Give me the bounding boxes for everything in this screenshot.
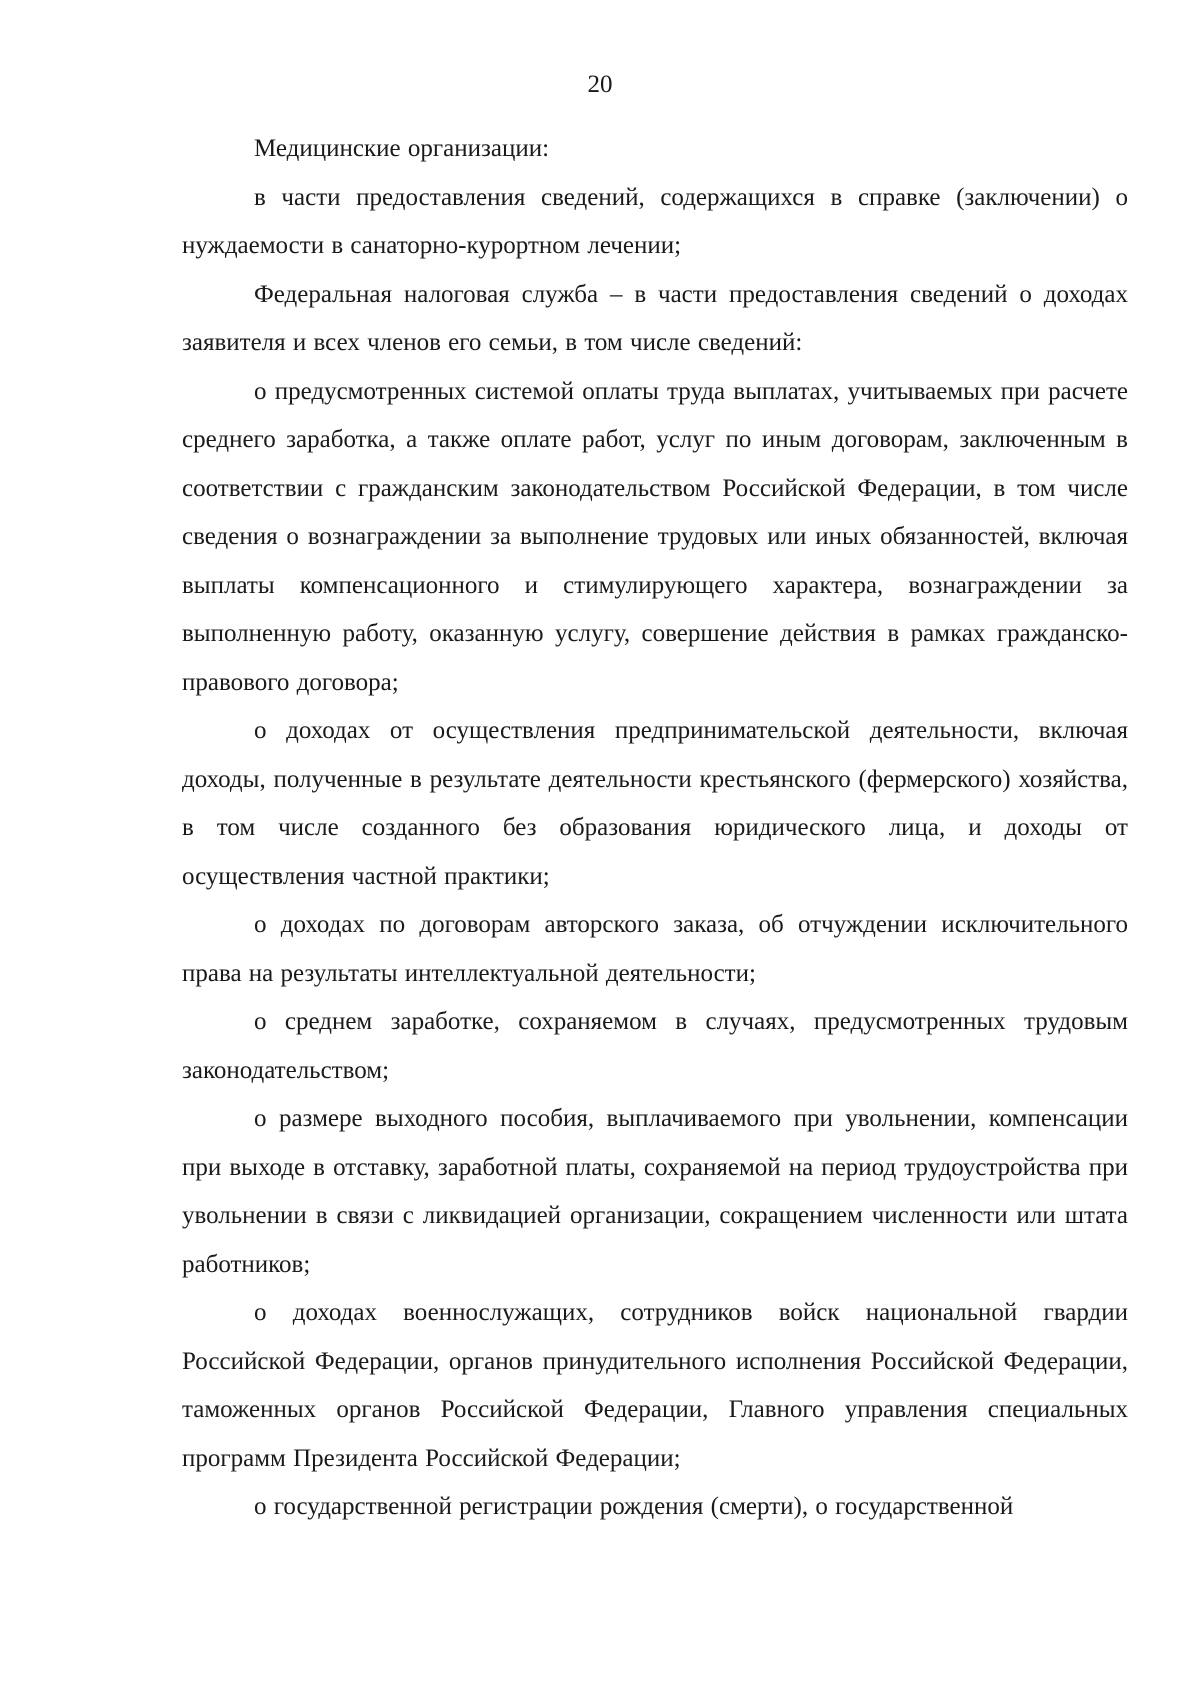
paragraph-labor-payments: о предусмотренных системой оплаты труда выплатах, учитываемых при расчете среднего заработка, а также оплате работ, услуг по иным договорам, заключенным в соответствии с гражданским законодательством Российской Федерации, в том числе сведения о вознаграждении за выполнение трудовых или иных обязанностей, включая выплаты компенсационного и стимулирующего характера, вознаграждении за выполненную работу, оказанную услугу, совершение действия в рамках гражданско-правового договора;: [182, 377, 1128, 696]
document-body: [182, 125, 1128, 1532]
paragraph-tax-service: Федеральная налоговая служба – в части предоставления сведений о доходах заявителя и всех членов его семьи, в том числе сведений:: [182, 280, 1128, 356]
paragraph-severance-pay: о размере выходного пособия, выплачиваемого при увольнении, компенсации при выходе в отставку, заработной платы, сохраняемой на период трудоустройства при увольнении в связи с ликвидацией организации, сокращением численности или штата работников;: [182, 1105, 1128, 1278]
paragraph-author-contracts: о доходах по договорам авторского заказа, об отчуждении исключительного права на результаты интеллектуальной деятельности;: [182, 911, 1128, 987]
page-number: 20: [587, 71, 613, 98]
paragraph-business-income: о доходах от осуществления предпринимательской деятельности, включая доходы, полученные в результате деятельности крестьянского (фермерского) хозяйства, в том числе созданного без образования юридического лица, и доходы от осуществления частной практики;: [182, 717, 1128, 890]
paragraph-state-registration: о государственной регистрации рождения (смерти), о государственной: [254, 1493, 1014, 1520]
paragraph-average-earnings: о среднем заработке, сохраняемом в случаях, предусмотренных трудовым законодательством;: [182, 1008, 1128, 1084]
paragraph-sanatorium-certificate: в части предоставления сведений, содержащихся в справке (заключении) о нуждаемости в санаторно-курортном лечении;: [182, 183, 1128, 259]
paragraph-medical-organizations: Медицинские организации:: [254, 135, 550, 162]
paragraph-military-income: о доходах военнослужащих, сотрудников войск национальной гвардии Российской Федерации, органов принудительного исполнения Российской Федерации, таможенных органов Российской Федерации, Главного управления специальных программ Президента Российской Федерации;: [182, 1299, 1128, 1472]
